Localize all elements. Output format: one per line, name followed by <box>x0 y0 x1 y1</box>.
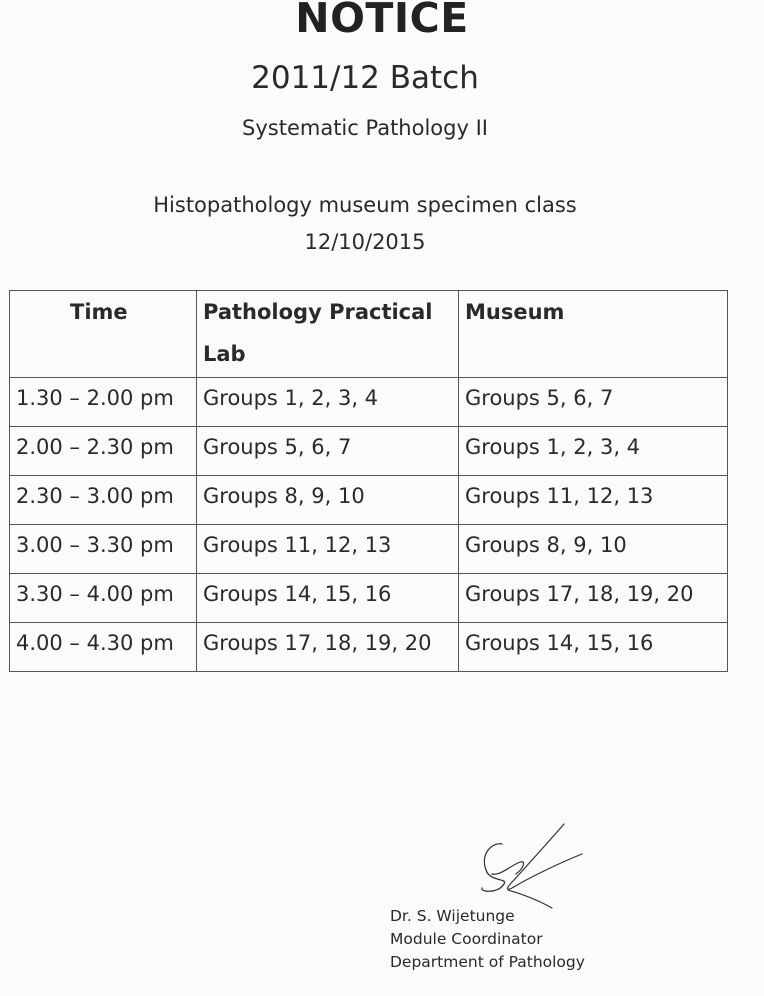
table-row <box>10 525 728 574</box>
lab-groups-cell: Groups 11, 12, 13 <box>197 525 459 574</box>
table-header-row <box>10 291 728 378</box>
lab-groups-cell: Groups 14, 15, 16 <box>197 574 459 623</box>
museum-groups-cell: Groups 14, 15, 16 <box>459 623 728 672</box>
museum-groups-cell: Groups 17, 18, 19, 20 <box>459 574 728 623</box>
lab-groups-cell: Groups 5, 6, 7 <box>197 427 459 476</box>
time-cell: 4.00 – 4.30 pm <box>10 623 197 672</box>
schedule-table <box>9 290 728 672</box>
table-row <box>10 623 728 672</box>
table-row <box>10 378 728 427</box>
lab-groups-cell: Groups 8, 9, 10 <box>197 476 459 525</box>
lab-groups-cell: Groups 1, 2, 3, 4 <box>197 378 459 427</box>
signature-block <box>390 905 585 974</box>
time-cell: 2.30 – 3.00 pm <box>10 476 197 525</box>
signatory-position: Module Coordinator <box>390 930 543 948</box>
table-row <box>10 427 728 476</box>
time-cell: 3.30 – 4.00 pm <box>10 574 197 623</box>
time-cell: 3.00 – 3.30 pm <box>10 525 197 574</box>
subject-heading: Systematic Pathology II <box>242 116 488 140</box>
museum-groups-cell: Groups 5, 6, 7 <box>459 378 728 427</box>
time-cell: 2.00 – 2.30 pm <box>10 427 197 476</box>
table-row <box>10 574 728 623</box>
header-museum: Museum <box>459 291 728 378</box>
museum-groups-cell: Groups 1, 2, 3, 4 <box>459 427 728 476</box>
notice-title: NOTICE <box>295 0 469 42</box>
header-lab: Pathology Practical Lab <box>197 291 459 378</box>
signatory-name: Dr. S. Wijetunge <box>390 907 515 925</box>
signatory-department: Department of Pathology <box>390 953 585 971</box>
museum-groups-cell: Groups 8, 9, 10 <box>459 525 728 574</box>
table-row <box>10 476 728 525</box>
header-time: Time <box>10 291 197 378</box>
museum-groups-cell: Groups 11, 12, 13 <box>459 476 728 525</box>
class-name: Histopathology museum specimen class <box>153 193 577 217</box>
lab-groups-cell: Groups 17, 18, 19, 20 <box>197 623 459 672</box>
time-cell: 1.30 – 2.00 pm <box>10 378 197 427</box>
class-date: 12/10/2015 <box>304 230 426 254</box>
batch-heading: 2011/12 Batch <box>251 60 479 96</box>
